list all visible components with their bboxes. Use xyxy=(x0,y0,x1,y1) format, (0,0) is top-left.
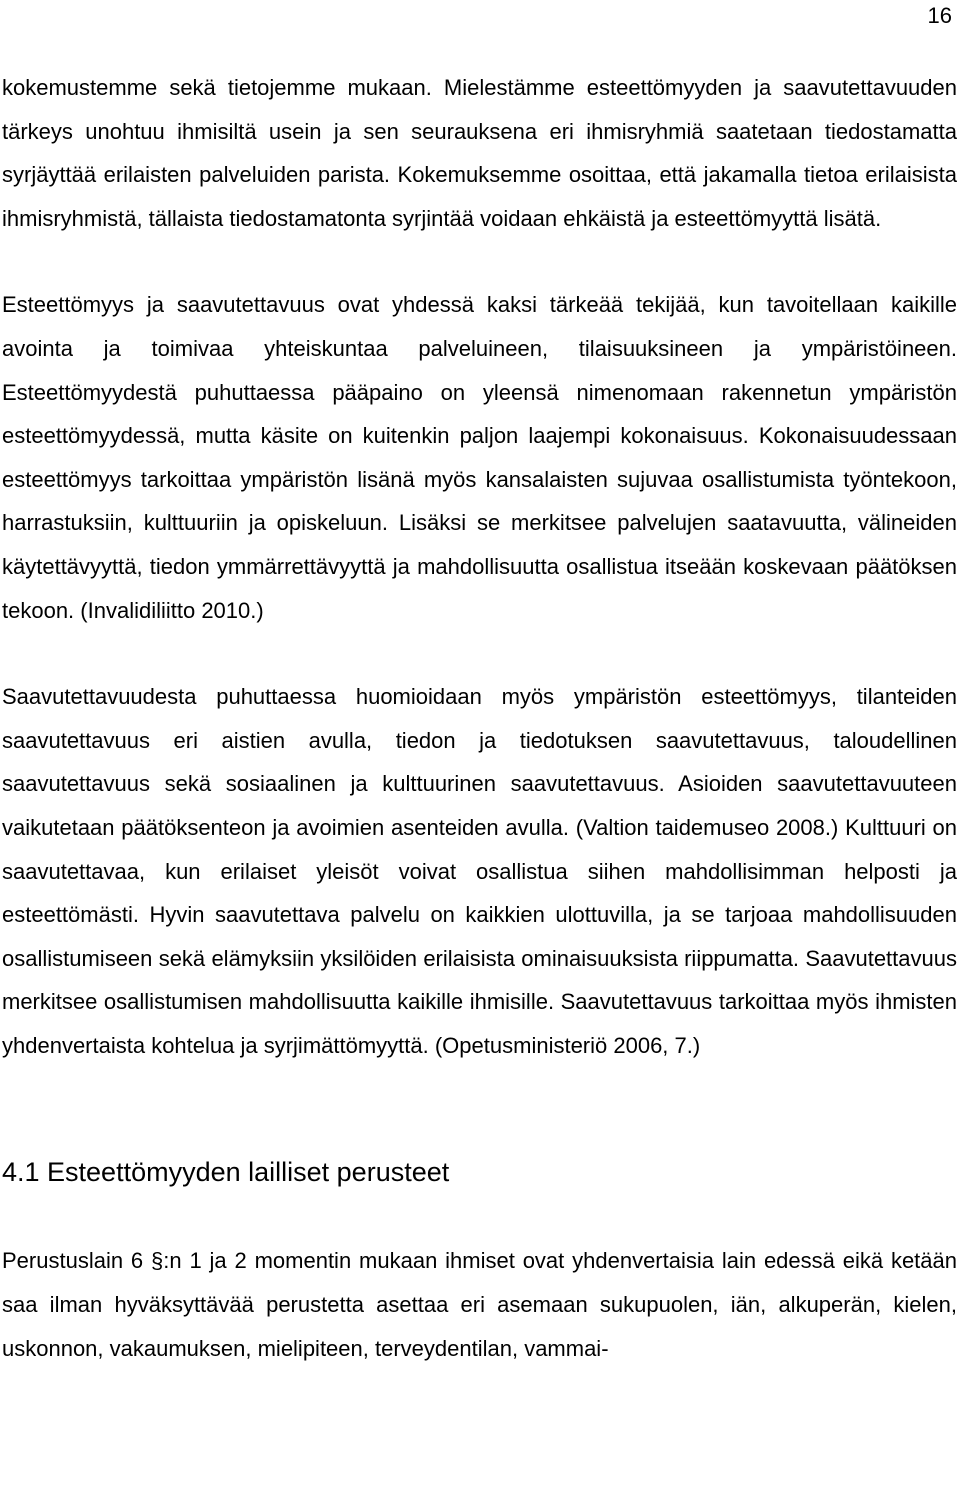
paragraph-2: Esteettömyys ja saavutettavuus ovat yhdessä kaksi tärkeää tekijää, kun tavoitellaan kaikille avointa ja toimivaa yhteiskuntaa palveluineen, tilaisuuksineen ja ympäristöineen. Esteettömyydestä puhuttaessa pääpaino on yleensä nimenomaan rakennetun ympäristön esteettömyydessä, mutta käsite on kuitenkin paljon laajempi kokonaisuus. Kokonaisuudessaan esteettömyys tarkoittaa ympäristön lisänä myös kansalaisten sujuvaa osallistumista työntekoon, harrastuksiin, kulttuuriin ja opiskeluun. Lisäksi se merkitsee palvelujen saatavuutta, välineiden käytettävyyttä, tiedon ymmärrettävyyttä ja mahdollisuutta osallistua itseään koskevaan päätöksen tekoon. (Invalidiliitto 2010.) xyxy=(2,292,957,623)
page-number: 16 xyxy=(927,3,952,28)
paragraph-1: kokemustemme sekä tietojemme mukaan. Mielestämme esteettömyyden ja saavutettavuuden tärkeys unohtuu ihmisiltä usein ja sen seurauksena eri ihmisryhmiä saatetaan tiedostamatta syrjäyttää erilaisten palveluiden parista. Kokemuksemme osoittaa, että jakamalla tietoa erilaisista ihmisryhmistä, tällaista tiedostamatonta syrjintää voidaan ehkäistä ja esteettömyyttä lisätä. xyxy=(2,75,957,231)
section-heading: 4.1 Esteettömyyden lailliset perusteet xyxy=(2,1157,450,1188)
document-body xyxy=(2,66,957,1370)
section-paragraph: Perustuslain 6 §:n 1 ja 2 momentin mukaan ihmiset ovat yhdenvertaisia lain edessä eikä ketään saa ilman hyväksyttävää perustetta asettaa eri asemaan sukupuolen, iän, alkuperän, kielen, uskonnon, vakaumuksen, mielipiteen, terveydentilan, vammai- xyxy=(2,1248,957,1361)
paragraph-3: Saavutettavuudesta puhuttaessa huomioidaan myös ympäristön esteettömyys, tilanteiden saavutettavuus eri aistien avulla, tiedon ja tiedotuksen saavutettavuus, taloudellinen saavutettavuus sekä sosiaalinen ja kulttuurinen saavutettavuus. Asioiden saavutettavuuteen vaikutetaan päätöksenteon ja avoimien asenteiden avulla. (Valtion taidemuseo 2008.) Kulttuuri on saavutettavaa, kun erilaiset yleisöt voivat osallistua siihen mahdollisimman helposti ja esteettömästi. Hyvin saavutettava palvelu on kaikkien ulottuvilla, ja se tarjoaa mahdollisuuden osallistumiseen sekä elämyksiin yksilöiden erilaisista ominaisuuksista riippumatta. Saavutettavuus merkitsee osallistumisen mahdollisuutta kaikille ihmisille. Saavutettavuus tarkoittaa myös ihmisten yhdenvertaista kohtelua ja syrjimättömyyttä. (Opetusministeriö 2006, 7.) xyxy=(2,684,957,1058)
